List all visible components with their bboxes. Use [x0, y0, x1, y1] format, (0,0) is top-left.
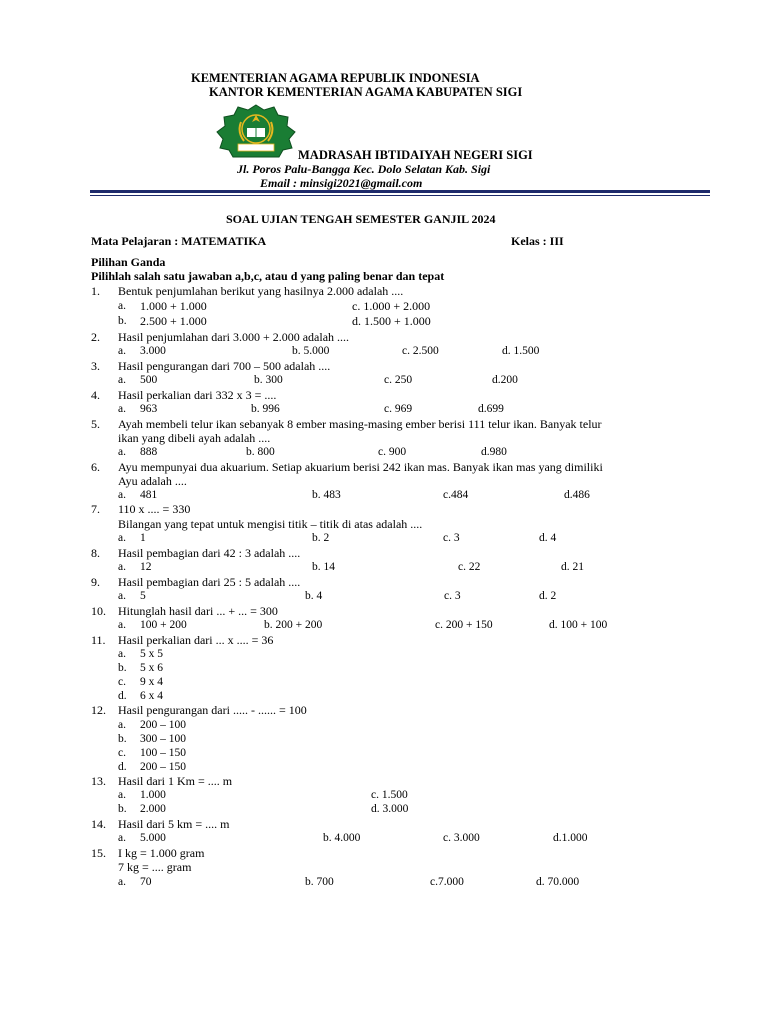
option-letter: c. — [118, 676, 126, 688]
option-c: c. 2.500 — [402, 345, 439, 357]
option-a: 1.000 + 1.000 — [140, 299, 207, 313]
question-text: Hasil perkalian dari ... x .... = 36 — [118, 633, 274, 647]
office-title: KANTOR KEMENTERIAN AGAMA KABUPATEN SIGI — [209, 85, 523, 99]
option-a: 5 x 5 — [140, 648, 163, 660]
question-text: Hasil dari 5 km = .... m — [118, 817, 230, 831]
option-b: b. 800 — [246, 446, 275, 458]
option-a: 12 — [140, 561, 152, 573]
option-b: 2.500 + 1.000 — [140, 314, 207, 328]
question-number: 1. — [91, 284, 100, 298]
option-letter: b. — [118, 315, 127, 327]
school-name: MADRASAH IBTIDAIYAH NEGERI SIGI — [298, 148, 533, 162]
option-c: c.484 — [443, 489, 469, 501]
ministry-title: KEMENTERIAN AGAMA REPUBLIK INDONESIA — [191, 71, 480, 85]
option-d: d. 1.500 — [502, 345, 540, 357]
option-b: 5 x 6 — [140, 662, 163, 674]
option-d: d.200 — [492, 374, 518, 386]
option-letter: d. — [118, 761, 127, 773]
question-number: 14. — [91, 817, 106, 831]
school-email: Email : minsigi2021@gmail.com — [260, 176, 423, 190]
option-c: c. 3.000 — [443, 832, 480, 844]
question-number: 8. — [91, 546, 100, 560]
question-text-continued: Bilangan yang tepat untuk mengisi titik – titik di atas adalah .... — [118, 517, 423, 531]
kemenag-logo — [212, 104, 300, 158]
option-letter: a. — [118, 300, 126, 312]
option-a: 481 — [140, 489, 158, 501]
option-d: d. 2 — [539, 590, 557, 602]
option-a: 1 — [140, 532, 146, 544]
question-text: Hasil pembagian dari 42 : 3 adalah .... — [118, 546, 301, 560]
option-a: 1.000 — [140, 789, 166, 801]
option-d: d.699 — [478, 403, 504, 415]
question-text: 110 x .... = 330 — [118, 502, 191, 516]
question-text: Hasil dari 1 Km = .... m — [118, 774, 233, 788]
question-number: 7. — [91, 502, 100, 516]
question-number: 11. — [91, 633, 106, 647]
option-c: c. 22 — [458, 561, 481, 573]
option-c: c. 1.000 + 2.000 — [352, 299, 431, 313]
option-c: c. 969 — [384, 403, 413, 415]
option-b: b. 4 — [305, 590, 323, 602]
question-number: 3. — [91, 359, 100, 373]
option-letter: a. — [118, 619, 126, 631]
question-number: 9. — [91, 575, 100, 589]
option-letter: a. — [118, 374, 126, 386]
option-c: c. 250 — [384, 374, 413, 386]
option-letter: b. — [118, 803, 127, 815]
option-a: 963 — [140, 403, 158, 415]
option-d: d. 3.000 — [371, 803, 409, 815]
option-a: 3.000 — [140, 345, 166, 357]
question-text-continued: ikan yang dibeli ayah adalah .... — [118, 431, 271, 445]
class-label: Kelas : III — [511, 234, 564, 248]
question-text: Hasil penjumlahan dari 3.000 + 2.000 adalah .... — [118, 330, 350, 344]
option-b: b. 300 — [254, 374, 283, 386]
option-b: b. 14 — [312, 561, 335, 573]
option-a: 888 — [140, 446, 158, 458]
option-letter: a. — [118, 590, 126, 602]
question-text: Ayah membeli telur ikan sebanyak 8 ember masing-masing ember berisi 111 telur ikan. Banyak telur — [118, 417, 602, 431]
option-d: d. 100 + 100 — [549, 619, 608, 631]
option-c: c. 1.500 — [371, 789, 408, 801]
question-text: I kg = 1.000 gram — [118, 846, 205, 860]
option-letter: a. — [118, 561, 126, 573]
option-a: 200 – 100 — [140, 719, 186, 731]
option-b: b. 996 — [251, 403, 280, 415]
option-letter: a. — [118, 648, 126, 660]
option-c: c. 3 — [444, 590, 461, 602]
subject-label: Mata Pelajaran : MATEMATIKA — [91, 234, 267, 248]
option-letter: b. — [118, 662, 127, 674]
question-text: Bentuk penjumlahan berikut yang hasilnya 2.000 adalah .... — [118, 284, 404, 298]
section-title: Pilihan Ganda — [91, 255, 166, 269]
option-a: 5.000 — [140, 832, 166, 844]
option-d: d.486 — [564, 489, 590, 501]
option-letter: a. — [118, 345, 126, 357]
option-letter: a. — [118, 489, 126, 501]
header-divider-thick — [90, 190, 710, 193]
option-b: b. 5.000 — [292, 345, 330, 357]
option-a: 5 — [140, 590, 146, 602]
question-number: 2. — [91, 330, 100, 344]
instruction-text: Pilihlah salah satu jawaban a,b,c, atau d yang paling benar dan tepat — [91, 269, 445, 283]
question-number: 15. — [91, 846, 106, 860]
option-letter: b. — [118, 733, 127, 745]
option-d: d.980 — [481, 446, 507, 458]
option-letter: a. — [118, 532, 126, 544]
option-b: 2.000 — [140, 803, 166, 815]
school-address: Jl. Poros Palu-Bangga Kec. Dolo Selatan Kab. Sigi — [237, 162, 491, 176]
question-text: Hasil perkalian dari 332 x 3 = .... — [118, 388, 277, 402]
option-letter: d. — [118, 690, 127, 702]
question-number: 10. — [91, 604, 106, 618]
question-number: 6. — [91, 460, 100, 474]
option-letter: a. — [118, 446, 126, 458]
exam-title: SOAL UJIAN TENGAH SEMESTER GANJIL 2024 — [226, 212, 496, 226]
option-c: c. 900 — [378, 446, 407, 458]
option-letter: a. — [118, 403, 126, 415]
option-b: b. 200 + 200 — [264, 619, 323, 631]
option-c: 100 – 150 — [140, 747, 186, 759]
option-c: c.7.000 — [430, 876, 464, 888]
option-b: b. 2 — [312, 532, 330, 544]
question-text: Hasil pembagian dari 25 : 5 adalah .... — [118, 575, 301, 589]
option-d: d.1.000 — [553, 832, 588, 844]
option-d: 6 x 4 — [140, 690, 163, 702]
option-d: d. 4 — [539, 532, 557, 544]
option-c: c. 3 — [443, 532, 460, 544]
question-text-continued: Ayu adalah .... — [118, 474, 187, 488]
option-d: d. 1.500 + 1.000 — [352, 314, 431, 328]
option-d: d. 21 — [561, 561, 584, 573]
option-letter: a. — [118, 719, 126, 731]
question-text: Hasil pengurangan dari 700 – 500 adalah .... — [118, 359, 331, 373]
option-letter: c. — [118, 747, 126, 759]
question-text: Ayu mempunyai dua akuarium. Setiap akuarium berisi 242 ikan mas. Banyak ikan mas yang dimiliki — [118, 460, 603, 474]
question-number: 12. — [91, 703, 106, 717]
option-letter: a. — [118, 832, 126, 844]
option-b: b. 483 — [312, 489, 341, 501]
option-a: 500 — [140, 374, 158, 386]
header-divider-thin — [90, 195, 710, 196]
question-number: 4. — [91, 388, 100, 402]
question-text-continued: 7 kg = .... gram — [118, 860, 192, 874]
option-c: c. 200 + 150 — [435, 619, 493, 631]
option-a: 100 + 200 — [140, 619, 187, 631]
option-d: d. 70.000 — [536, 876, 580, 888]
option-letter: a. — [118, 789, 126, 801]
question-text: Hasil pengurangan dari ..... - ...... = 100 — [118, 703, 307, 717]
option-d: 200 – 150 — [140, 761, 186, 773]
option-b: b. 4.000 — [323, 832, 361, 844]
option-b: b. 700 — [305, 876, 334, 888]
option-c: 9 x 4 — [140, 676, 163, 688]
question-number: 5. — [91, 417, 100, 431]
option-a: 70 — [140, 876, 152, 888]
option-b: 300 – 100 — [140, 733, 186, 745]
question-number: 13. — [91, 774, 106, 788]
question-text: Hitunglah hasil dari ... + ... = 300 — [118, 604, 278, 618]
option-letter: a. — [118, 876, 126, 888]
